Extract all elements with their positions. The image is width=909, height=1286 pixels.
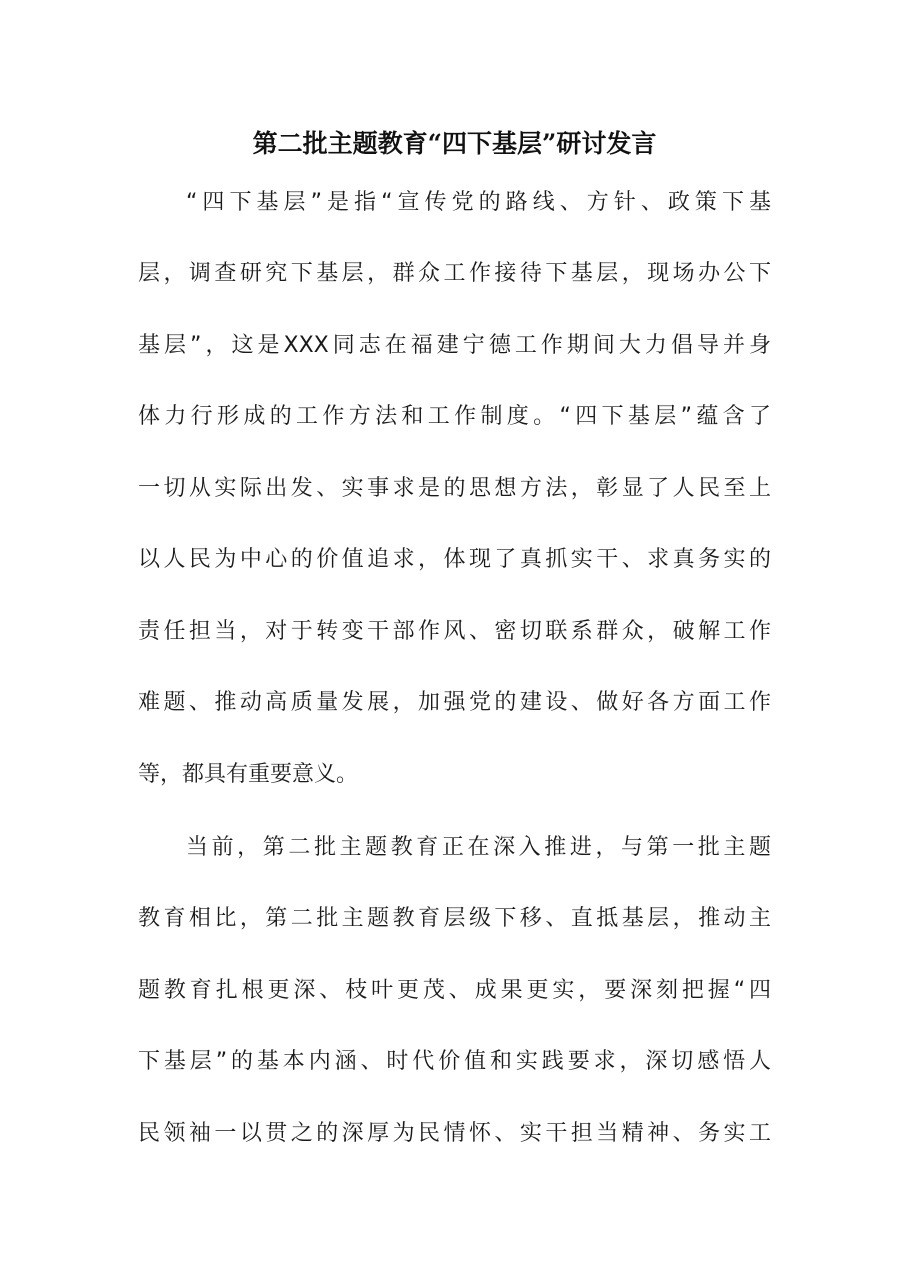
- paragraph-2-line-3: 题教育扎根更深、枝叶更茂、成果更实，要深刻把握“四: [138, 978, 771, 1003]
- paragraph-2-line-5: 民领袖一以贯之的深厚为民情怀、实干担当精神、务实工: [138, 1121, 771, 1146]
- paragraph-1-line-7: 责任担当，对于转变干部作风、密切联系群众，破解工作: [138, 619, 771, 644]
- paragraph-1-line-1: “四下基层”是指“宣传党的路线、方针、政策下基: [186, 190, 771, 215]
- paragraph-1-line-2: 层，调查研究下基层，群众工作接待下基层，现场办公下: [138, 261, 771, 286]
- paragraph-1-line-5: 一切从实际出发、实事求是的思想方法，彰显了人民至上: [138, 476, 771, 501]
- paragraph-1-line-3: 基层”，这是XXX同志在福建宁德工作期间大力倡导并身: [138, 333, 771, 358]
- paragraph-1-line-4: 体力行形成的工作方法和工作制度。“四下基层”蕴含了: [138, 404, 771, 429]
- paragraph-1-line-6: 以人民为中心的价值追求，体现了真抓实干、求真务实的: [138, 547, 771, 572]
- paragraph-1-line-9: 等，都具有重要意义。: [138, 762, 359, 787]
- paragraph-2-line-2: 教育相比，第二批主题教育层级下移、直抵基层，推动主: [138, 906, 771, 931]
- paragraph-2-line-1: 当前，第二批主题教育正在深入推进，与第一批主题: [186, 835, 771, 860]
- document-title: 第二批主题教育“四下基层”研讨发言: [252, 129, 657, 158]
- paragraph-1-line-8: 难题、推动高质量发展，加强党的建设、做好各方面工作: [138, 690, 771, 715]
- paragraph-2-line-4: 下基层”的基本内涵、时代价值和实践要求，深切感悟人: [138, 1049, 771, 1074]
